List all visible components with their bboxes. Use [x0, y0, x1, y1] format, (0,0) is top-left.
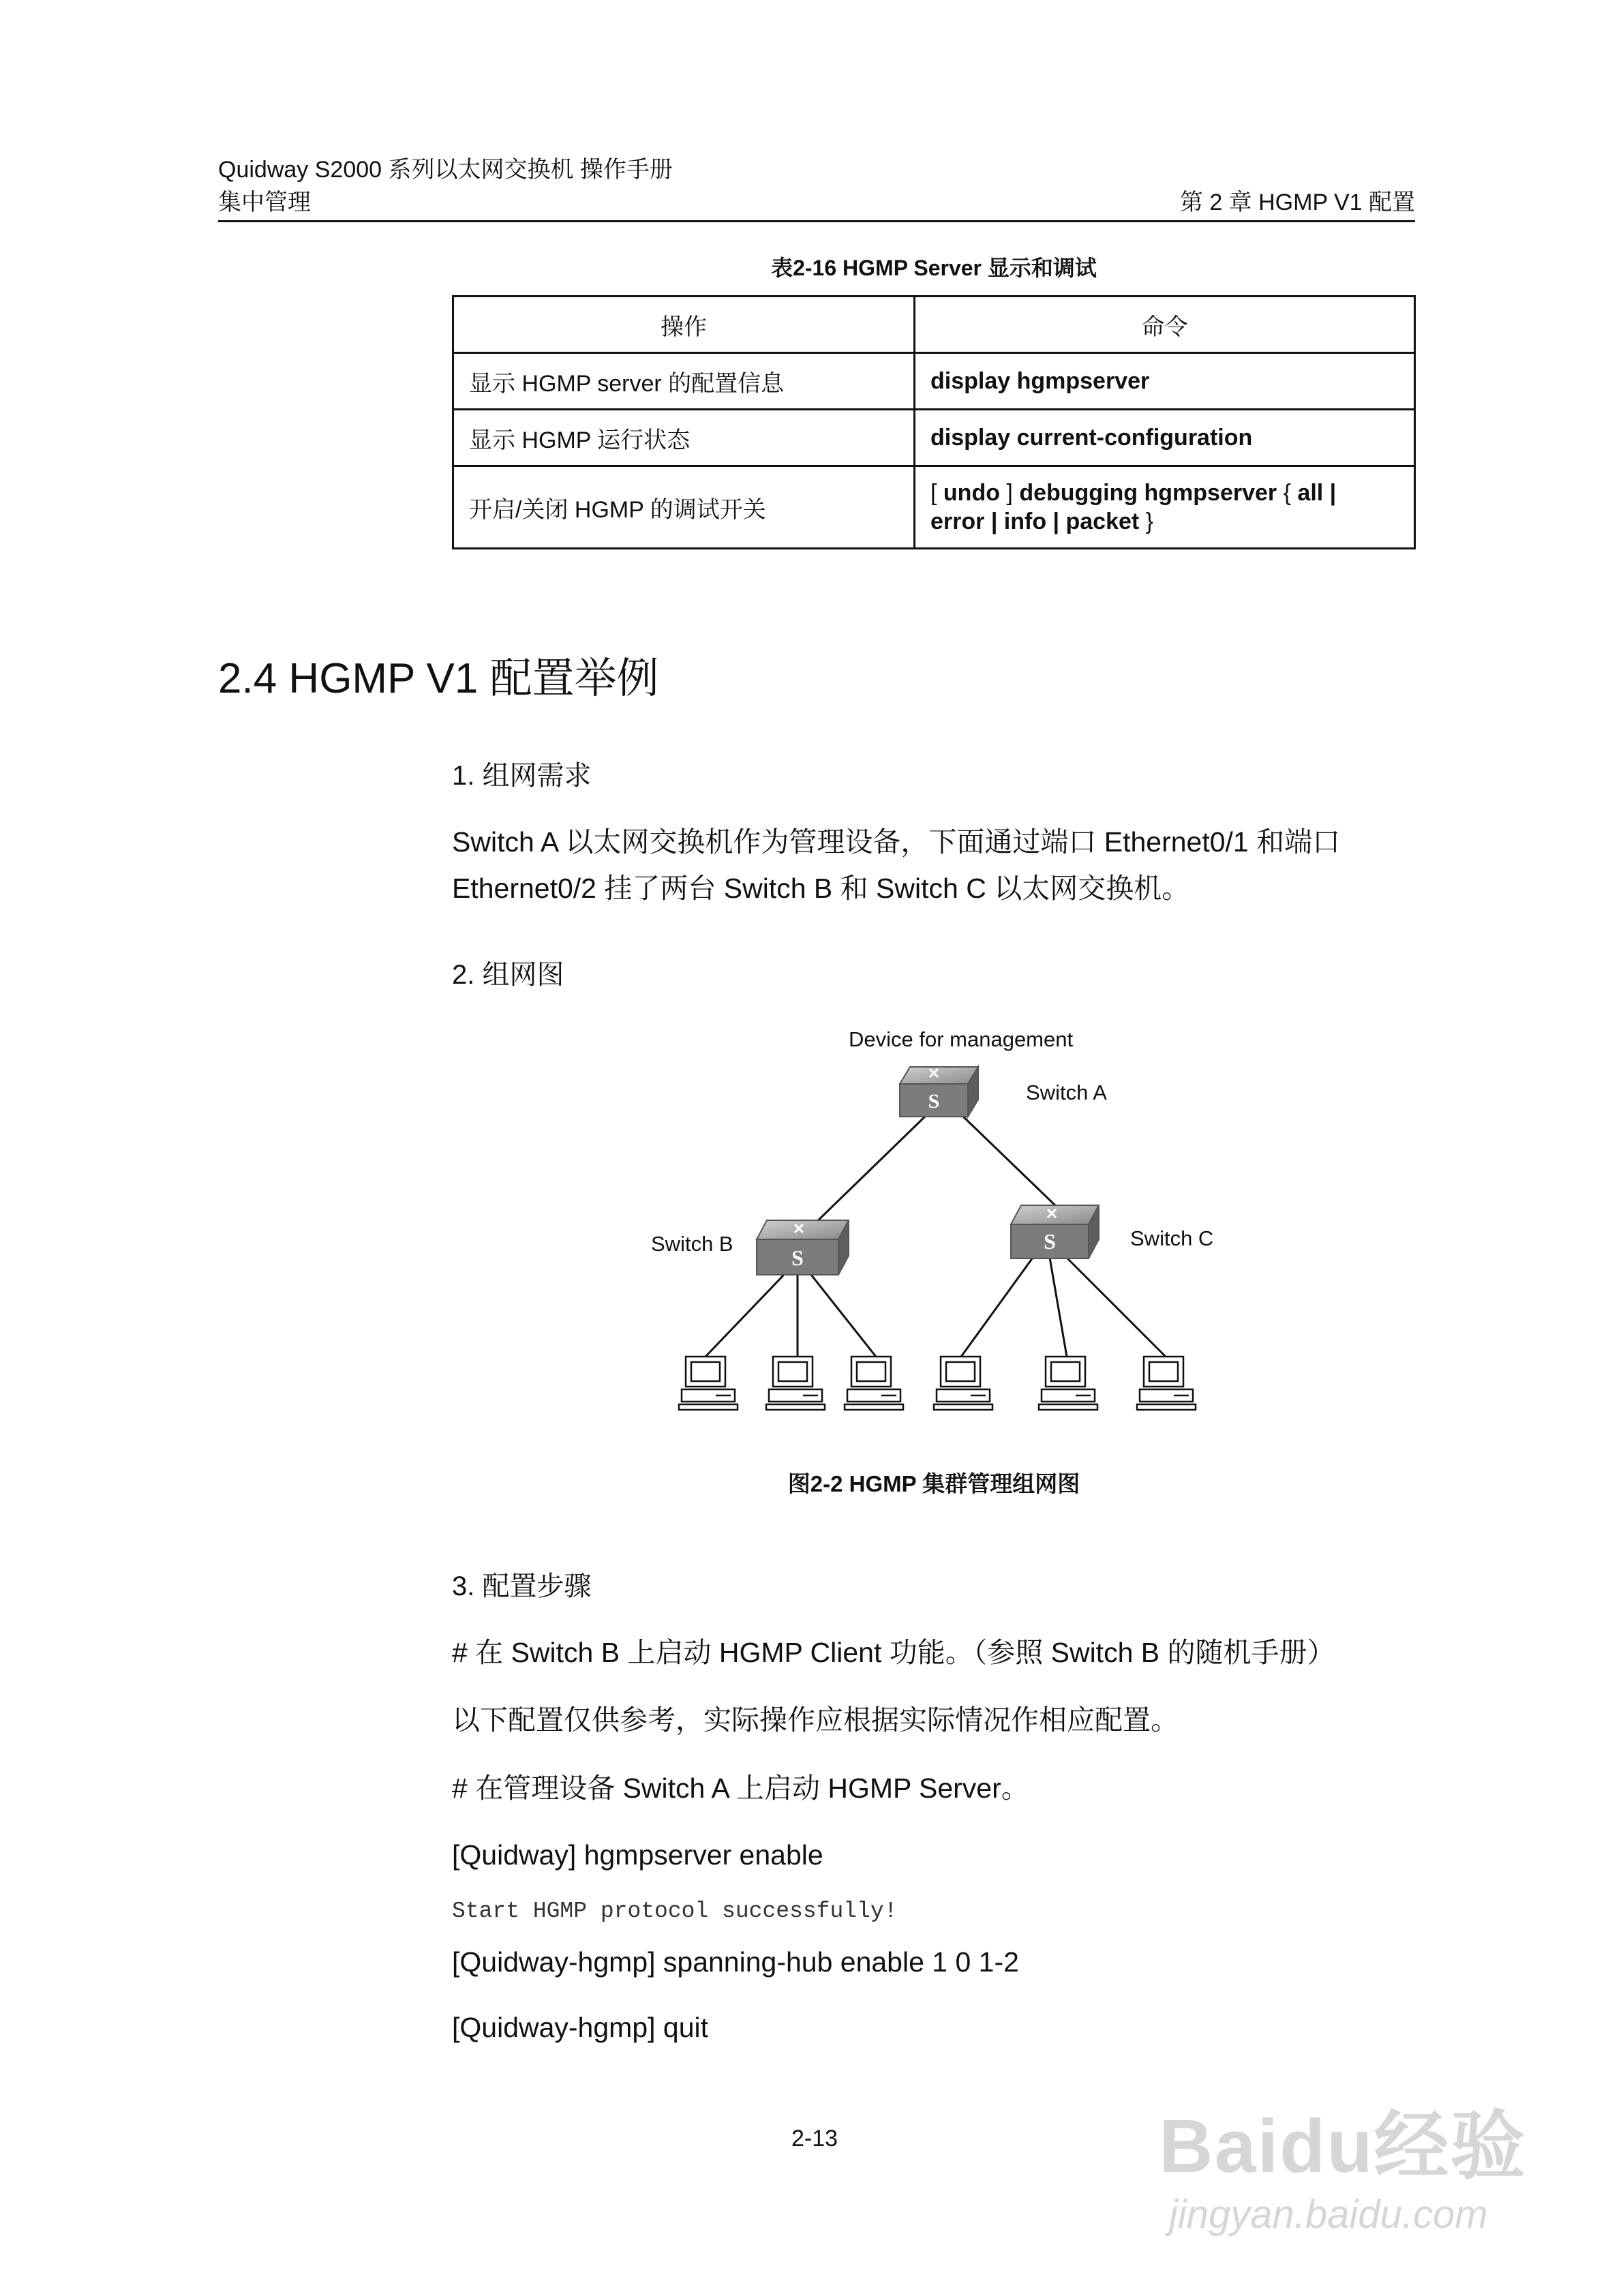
pc-icon [679, 1357, 738, 1410]
link-a-c [961, 1115, 1057, 1207]
switch-c-icon [1011, 1205, 1099, 1258]
command-cell [915, 466, 1415, 549]
operation-cell: 显示 HGMP server 的配置信息 [453, 353, 915, 410]
header-chapter: 第 2 章 HGMP V1 配置 [1179, 190, 1415, 215]
workstations [679, 1357, 1196, 1410]
paragraph-line: # 在管理设备 Switch A 上启动 HGMP Server。 [452, 1772, 1029, 1804]
link-c-pc4 [961, 1258, 1033, 1357]
syntax-bracket: ] [999, 480, 1020, 506]
command-line: [Quidway-hgmp] spanning-hub enable 1 0 1-2 [452, 1946, 1019, 1978]
operation-cell: 开启/关闭 HGMP 的调试开关 [453, 466, 915, 549]
command-cell: display current-configuration [915, 410, 1415, 466]
operation-cell: 显示 HGMP 运行状态 [453, 410, 915, 466]
paragraph-line: # 在 Switch B 上启动 HGMP Client 功能。（参照 Switch B 的随机手册） [452, 1637, 1335, 1668]
keyword-packet: packet [1065, 509, 1140, 534]
switch-b-icon [757, 1220, 849, 1275]
syntax-bracket: [ [930, 480, 943, 506]
keyword-debugging: debugging hgmpserver [1019, 480, 1277, 506]
switch-a-label: Switch A [1026, 1081, 1107, 1104]
syntax-pipe: | [984, 509, 1004, 534]
network-diagram [613, 1009, 1295, 1432]
command-line: [Quidway] hgmpserver enable [452, 1839, 823, 1871]
table-row [453, 353, 1415, 410]
page-number: 2-13 [791, 2126, 838, 2151]
watermark-url: jingyan.baidu.com [1169, 2192, 1488, 2237]
step-heading-1: 1. 组网需求 [452, 761, 592, 791]
table-row [453, 466, 1415, 549]
svg-text:✕: ✕ [792, 1220, 806, 1237]
syntax-pipe: | [1323, 480, 1337, 506]
table-caption: 表2-16 HGMP Server 显示和调试 [771, 256, 1097, 280]
figure-caption: 图2-2 HGMP 集群管理组网图 [787, 1471, 1080, 1496]
switch-b-label: Switch B [651, 1232, 733, 1256]
keyword-info: info [1003, 509, 1047, 534]
pc-icon [766, 1357, 825, 1410]
link-b-pc3 [811, 1275, 876, 1357]
svg-text:S: S [928, 1090, 940, 1113]
link-c-pc5 [1050, 1258, 1067, 1357]
section-title: 2.4 HGMP V1 配置举例 [218, 655, 659, 702]
pc-icon [1137, 1357, 1196, 1410]
command-line: [Quidway-hgmp] quit [452, 2012, 709, 2043]
command-table [452, 295, 1416, 549]
syntax-brace: { [1277, 480, 1298, 506]
link-b-pc1 [706, 1275, 784, 1357]
switch-c-label: Switch C [1130, 1226, 1214, 1250]
table-header-row [453, 297, 1415, 353]
command-output: Start HGMP protocol successfully! [452, 1899, 898, 1924]
svg-text:✕: ✕ [1045, 1205, 1059, 1222]
watermark-logo: Baidu经验 [1159, 2104, 1527, 2188]
link-a-b [811, 1115, 927, 1227]
paragraph-line: Switch A 以太网交换机作为管理设备，下面通过端口 Ethernet0/1 和端口 [452, 826, 1341, 858]
syntax-brace: } [1139, 509, 1154, 534]
header-rule [218, 220, 1415, 222]
column-header-command: 命令 [915, 297, 1415, 353]
table-row [453, 410, 1415, 466]
device-for-management-label: Device for management [849, 1027, 1074, 1051]
link-c-pc6 [1067, 1258, 1166, 1357]
column-header-operation: 操作 [453, 297, 915, 353]
keyword-error: error [930, 509, 985, 534]
pc-icon [845, 1357, 903, 1410]
switch-a-icon [900, 1065, 978, 1117]
pc-icon [1039, 1357, 1097, 1410]
command-cell: display hgmpserver [915, 353, 1415, 410]
paragraph-line: Ethernet0/2 挂了两台 Switch B 和 Switch C 以太网交换机。 [452, 873, 1190, 904]
svg-text:S: S [1044, 1229, 1056, 1254]
pc-icon [934, 1357, 992, 1410]
svg-text:S: S [791, 1245, 804, 1270]
syntax-pipe: | [1046, 509, 1066, 534]
keyword-all: all [1297, 480, 1324, 506]
svg-text:✕: ✕ [927, 1065, 941, 1082]
header-product: Quidway S2000 系列以太网交换机 操作手册 [218, 157, 673, 183]
step-heading-2: 2. 组网图 [452, 960, 564, 990]
keyword-undo: undo [943, 480, 1000, 506]
step-heading-3: 3. 配置步骤 [452, 1571, 592, 1601]
paragraph-line: 以下配置仅供参考，实际操作应根据实际情况作相应配置。 [452, 1704, 1179, 1736]
header-section: 集中管理 [218, 190, 311, 215]
